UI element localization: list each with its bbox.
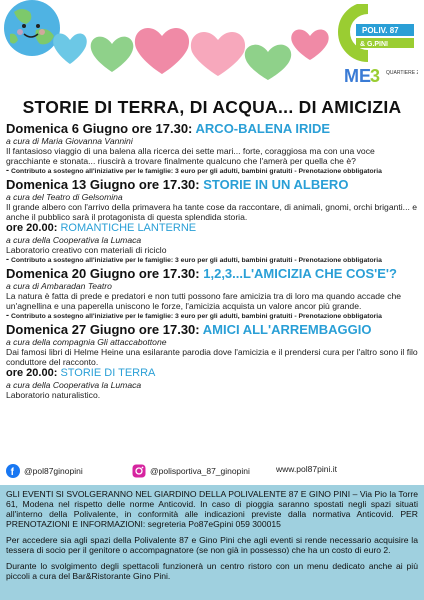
event-extra-title: STORIE DI TERRA [60,367,156,379]
svg-text:ME: ME [344,66,371,86]
event-show-title: STORIE IN UN ALBERO [203,177,349,192]
events-list [6,121,418,400]
event-description: Il fantasioso viaggio di una balena alla ricerca dei sette mari... forte, coraggiosa ma con una voce gracchiante e stonata... riuscirà a trovare finalmente qualcuno che l'amerà per quella che è? [6,146,375,166]
event-item [6,322,418,400]
facebook-link[interactable] [6,464,83,478]
footer-membership-info: Per accedere sia agli spazi della Polivalente 87 e Gino Pini che agli eventi si rende necessario acquisire la tessera di socio per il genitore o accompagnatore (se non già in possesso) che ha un costo di euro 2. [6,535,418,555]
event-date: Domenica 13 Giugno ore 17.30: [6,177,200,192]
event-item [6,121,418,176]
svg-text:POLIV. 87: POLIV. 87 [362,26,399,35]
instagram-link[interactable] [132,464,250,478]
event-extra-description: Laboratorio naturalistico. [6,390,101,400]
svg-text:QUARTIERE 2: QUARTIERE 2 [386,70,418,76]
event-extra-title: ROMANTICHE LANTERNE [60,222,197,234]
info-footer [0,485,424,600]
event-extra-time: ore 20.00: [6,367,58,379]
heart-icon [135,28,189,74]
event-description: Dai famosi libri di Helme Heine una esilarante parodia dove l'amicizia e il prendersi cura per l'altro sono il filo conduttore del racconto. [6,347,418,367]
earth-icon [4,0,60,56]
page-title: STORIE DI TERRA, DI ACQUA... DI AMICIZIA [22,97,402,117]
svg-text:f: f [10,467,14,478]
heart-icon [191,32,245,76]
event-heading [6,177,418,192]
event-date: Domenica 20 Giugno ore 17.30: [6,266,200,281]
event-date: Domenica 27 Giugno ore 17.30: [6,322,200,337]
instagram-handle: @polisportiva_87_ginopini [150,466,250,476]
instagram-icon [132,464,146,478]
event-description: La natura è fatta di prede e predatori e non tutti possono fare amicizia tra di loro ma quando accade che un'agnellina e una paperella uniscono le forze, l'amicizia acquista un valore ancor più grande. [6,291,402,311]
polivalente-logo [338,4,418,92]
header-illustration [0,0,424,96]
event-heading [6,121,418,136]
event-extra-description: Laboratorio creativo con materiali di riciclo [6,245,167,255]
heart-icon [53,33,87,64]
heart-icon [91,37,134,72]
event-description: Il grande albero con l'arrivo della primavera ha tante cose da raccontare, di animali, gnomi, orchi briganti... e anche il pubblico sarà il protagonista di questa splendida storia. [6,202,418,222]
event-extra-time: ore 20.00: [6,222,58,234]
event-extra-credit: a cura della Cooperativa la Lumaca [6,235,142,245]
event-show-title: ARCO-BALENA IRIDE [195,121,331,136]
svg-text:& G.PINI: & G.PINI [360,41,389,48]
website-link[interactable] [276,464,337,474]
event-credit: a cura della compagnia Gli attaccabottone [6,337,167,347]
event-extra-credit: a cura della Cooperativa la Lumaca [6,380,142,390]
event-contribution: - Contributo a sostegno all'iniziative per le famiglie: 3 euro per gli adulti, bambini gratuiti - Prenotazione obbligatoria [6,254,382,264]
event-heading [6,266,418,281]
event-item [6,177,418,265]
website-url: www.pol87pini.it [276,464,337,474]
footer-refreshment-info: Durante lo svolgimento degli spettacoli funzionerà un centro ristoro con un menu dedicato anche ai più piccoli a cura del Bar&Ristorante Gino Pini. [6,561,418,581]
social-links [6,462,418,482]
footer-location-info: GLI EVENTI SI SVOLGERANNO NEL GIARDINO DELLA POLIVALENTE 87 E GINO PINI – Via Pio la Torre 61, Modena nel rispetto delle norme Anticovid. In caso di pioggia saranno spostati negli spazi situati all'interno della Polivalente, in conformità alle indicazioni previste dalla normativa Anticovid. PER PRENOTAZIONI E INFORMAZIONI: segreteria Po87eGpini 059 300015 [6,489,418,529]
event-credit: a cura di Ambaradan Teatro [6,281,112,291]
heart-icon [245,45,291,80]
heart-icon [291,29,328,60]
event-extra-heading [6,222,418,235]
event-heading [6,322,418,337]
facebook-icon [6,464,20,478]
event-show-title: AMICI ALL'ARREMBAGGIO [202,322,372,337]
event-extra-heading [6,367,418,380]
event-credit: a cura di Maria Giovanna Vannini [6,136,133,146]
event-show-title: 1,2,3...L'AMICIZIA CHE COS'E'? [203,266,397,281]
facebook-handle: @pol87ginopini [24,466,83,476]
event-date: Domenica 6 Giugno ore 17.30: [6,121,193,136]
svg-text:3: 3 [370,66,381,86]
event-credit: a cura del Teatro di Gelsomina [6,192,123,202]
event-contribution: - Contributo a sostegno all'iniziative per le famiglie: 3 euro per gli adulti, bambini gratuiti - Prenotazione obbligatoria [6,165,382,175]
event-item [6,266,418,321]
event-contribution: - Contributo a sostegno all'iniziative per le famiglie: 3 euro per gli adulti, bambini gratuiti - Prenotazione obbligatoria [6,310,382,320]
